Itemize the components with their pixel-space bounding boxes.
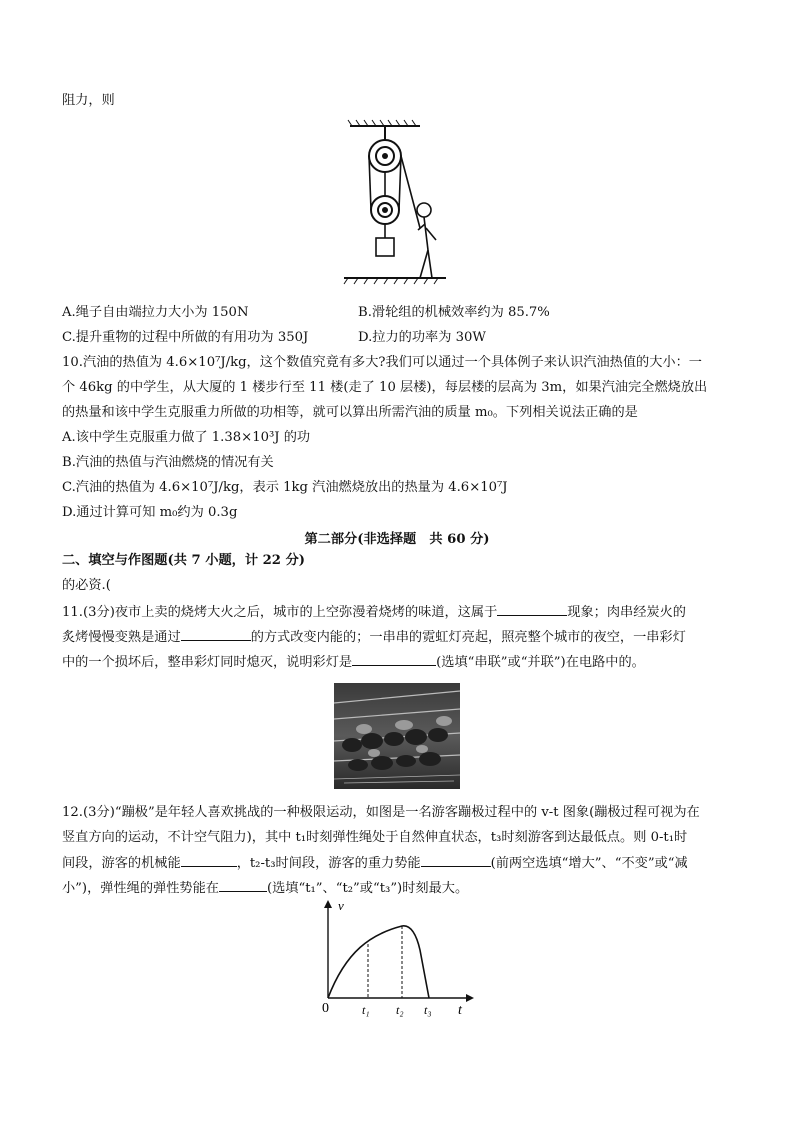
q12-text: ，t₂-t₃时间段，游客的重力势能 — [236, 856, 421, 871]
q11-line2 — [62, 628, 686, 647]
q10-option-b: B.汽油的热值与汽油燃烧的情况有关 — [62, 455, 274, 470]
q9-option-a: A.绳子自由端拉力大小为 150N — [62, 305, 249, 320]
t1-label: t₁ — [362, 1003, 370, 1017]
q12-text: (选填“t₁”、“t₂”或“t₃”)时刻最大。 — [266, 881, 469, 896]
origin-label: 0 — [322, 1001, 329, 1016]
q9-option-c: C.提升重物的过程中所做的有用功为 350J — [62, 330, 309, 345]
q11-blank-1[interactable] — [497, 603, 567, 616]
q12-text: 小”)，弹性绳的弹性势能在 — [62, 881, 219, 896]
q9-option-d: D.拉力的功率为 30W — [358, 330, 486, 345]
q10-option-a: A.该中学生克服重力做了 1.38×10³J 的功 — [62, 430, 311, 445]
q9-option-b: B.滑轮组的机械效率约为 85.7% — [358, 305, 550, 320]
q12-line3 — [62, 854, 688, 873]
pulley-figure — [340, 118, 450, 288]
q11-text: 炙烤慢慢变熟是通过 — [62, 630, 181, 645]
section-heading: 二、填空与作图题(共 7 小题，计 22 分) — [62, 553, 305, 568]
q11-text: 中的一个损坏后，整串彩灯同时熄灭，说明彩灯是 — [62, 655, 353, 670]
q12-blank-2[interactable] — [421, 854, 491, 867]
part2-title: 第二部分(非选择题 共 60 分) — [304, 532, 490, 547]
q11-line1 — [62, 603, 686, 622]
q11-line3 — [62, 653, 645, 672]
q11-blank-2[interactable] — [181, 628, 251, 641]
q12-blank-1[interactable] — [181, 854, 237, 867]
v-t-graph — [316, 896, 476, 1020]
t2-label: t₂ — [396, 1003, 404, 1017]
question-prefix: 阻力，则 — [62, 93, 115, 108]
t3-label: t₃ — [424, 1003, 432, 1017]
q10-option-d: D.通过计算可知 m₀约为 0.3g — [62, 505, 238, 520]
q12-text: 间段，游客的机械能 — [62, 856, 181, 871]
q12-line2: 竖直方向的运动，不计空气阻力)，其中 t₁时刻弹性绳处于自然伸直状态，t₃时刻游客到达最低点。则 0-t₁时 — [62, 830, 688, 845]
q10-stem-line3: 的热量和该中学生克服重力所做的功相等，就可以算出所需汽油的质量 m₀。下列相关说法正确的是 — [62, 405, 638, 420]
q11-text: (选填“串联”或“并联”)在电路中的。 — [436, 655, 645, 670]
q12-text: (前两空选填“增大”、“不变”或“减 — [490, 856, 688, 871]
q10-stem-line1: 10.汽油的热值为 4.6×10⁷J/kg，这个数值究竟有多大?我们可以通过一个具体例子来认识汽油热值的大小：一 — [62, 355, 702, 370]
v-axis-label: v — [338, 898, 344, 913]
q10-stem-line2: 个 46kg 的中学生，从大厦的 1 楼步行至 11 楼(走了 10 层楼)，每层楼的层高为 3m，如果汽油完全燃烧放出 — [62, 380, 708, 395]
q11-text: 的方式改变内能的；一串串的霓虹灯亮起，照亮整个城市的夜空，一串彩灯 — [250, 630, 686, 645]
t-axis-label: t — [458, 1003, 462, 1018]
q11-blank-3[interactable] — [352, 653, 436, 666]
stray-text: 的必资.( — [62, 578, 111, 593]
q11-text: 11.(3分)夜市上卖的烧烤大火之后，城市的上空弥漫着烧烤的味道，这属于 — [62, 605, 498, 620]
bbq-photo — [334, 683, 460, 789]
q12-line1: 12.(3分)“蹦极”是年轻人喜欢挑战的一种极限运动，如图是一名游客蹦极过程中的 v-t 图象(蹦极过程可视为在 — [62, 805, 700, 820]
q11-text: 现象；肉串经炭火的 — [567, 605, 686, 620]
q12-blank-3[interactable] — [219, 879, 267, 892]
q10-option-c: C.汽油的热值为 4.6×10⁷J/kg，表示 1kg 汽油燃烧放出的热量为 4.6×10⁷J — [62, 480, 508, 495]
